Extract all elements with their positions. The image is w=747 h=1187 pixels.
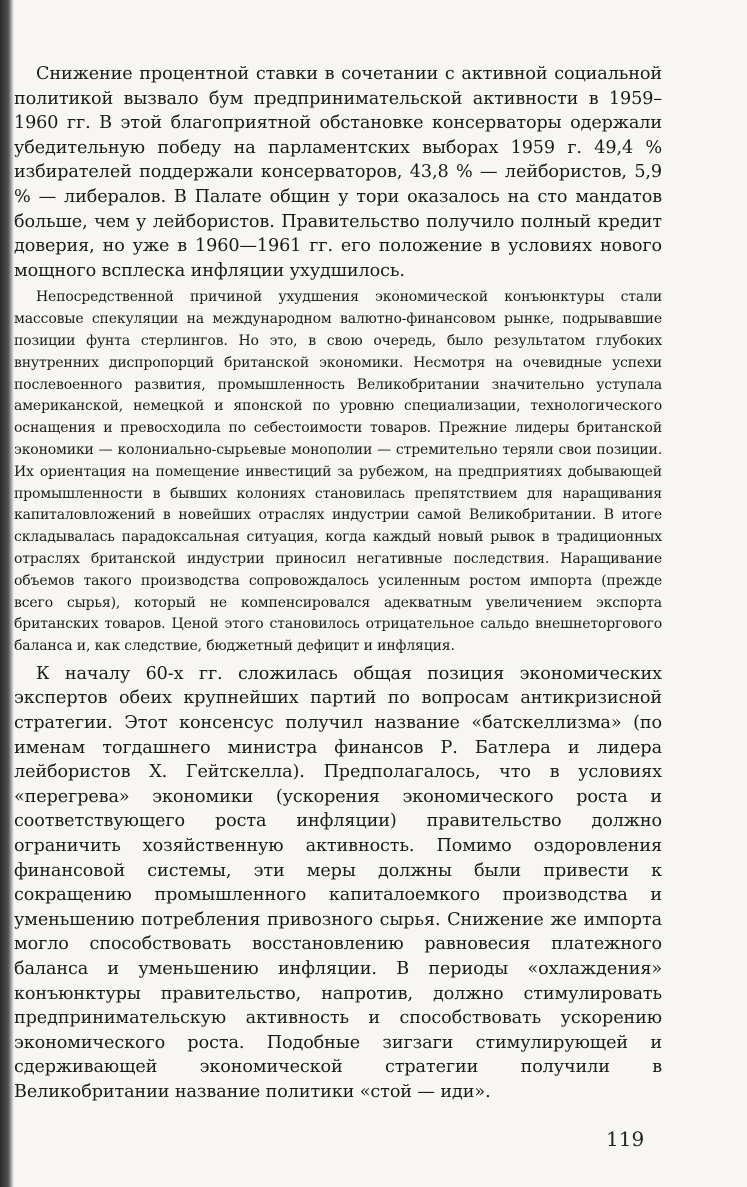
body-text [14, 62, 662, 1105]
paragraph-2: Непосредственной причиной ухудшения экономической конъюнктуры стали массовые спекуляции на международном валютно-финансовом рынке, подрывавшие позиции фунта стерлингов. Но это, в свою очередь, было результатом глубоких внутренних диспропорций британской экономики. Несмотря на очевидные успехи послевоенного развития, промышленность Великобритании значительно уступала американской, немецкой и японской по уровню специализации, технологического оснащения и превосходила по себестоимости товаров. Прежние лидеры британской экономики — колониально-сырьевые монополии — стремительно теряли свои позиции. Их ориентация на помещение инвестиций за рубежом, на предприятиях добывающей промышленности в бывших колониях становилась препятствием для наращивания капиталовложений в новейших отраслях индустрии самой Великобритании. В итоге складывалась парадоксальная ситуация, когда каждый новый рывок в традиционных отраслях британской индустрии приносил негативные последствия. Наращивание объемов такого производства сопровождалось усиленным ростом импорта (прежде всего сырья), который не компенсировался адекватным увеличением экспорта британских товаров. Ценой этого становилось отрицательное сальдо внешнеторгового баланса и, как следствие, бюджетный дефицит и инфляция. [14, 289, 662, 655]
paragraph-3: К началу 60-х гг. сложилась общая позиция экономических экспертов обеих крупнейших партий по вопросам антикризисной стратегии. Этот консенсус получил название «батскеллизма» (по именам тогдашнего министра финансов Р. Батлера и лидера лейбористов Х. Гейтскелла). Предполагалось, что в условиях «перегрева» экономики (ускорения экономического роста и соответствующего роста инфляции) правительство должно ограничить хозяйственную активность. Помимо оздоровления финансовой системы, эти меры должны были привести к сокращению промышленного капиталоемкого производства и уменьшению потребления привозного сырья. Снижение же импорта могло способствовать восстановлению равновесия платежного баланса и уменьшению инфляции. В периоды «охлаждения» конъюнктуры правительство, напротив, должно стимулировать предпринимательскую активность и способствовать ускорению экономического роста. Подобные зигзаги стимулирующей и сдерживающей экономической стратегии получили в Великобритании название политики «стой — иди». [14, 663, 662, 1102]
book-spine-shadow [0, 0, 14, 1187]
paragraph-1: Снижение процентной ставки в сочетании с активной социальной политикой вызвало бум предпринимательской активности в 1959–1960 гг. В этой благоприятной обстановке консерваторы одержали убедительную победу на парламентских выборах 1959 г. 49,4 % избирателей поддержали консерваторов, 43,8 % — лейбористов, 5,9 % — либералов. В Палате общин у тори оказалось на сто мандатов больше, чем у лейбористов. Правительство получило полный кредит доверия, но уже в 1960—1961 гг. его положение в условиях нового мощного всплеска инфляции ухудшилось. [14, 64, 662, 281]
page-number: 119 [606, 1127, 645, 1151]
